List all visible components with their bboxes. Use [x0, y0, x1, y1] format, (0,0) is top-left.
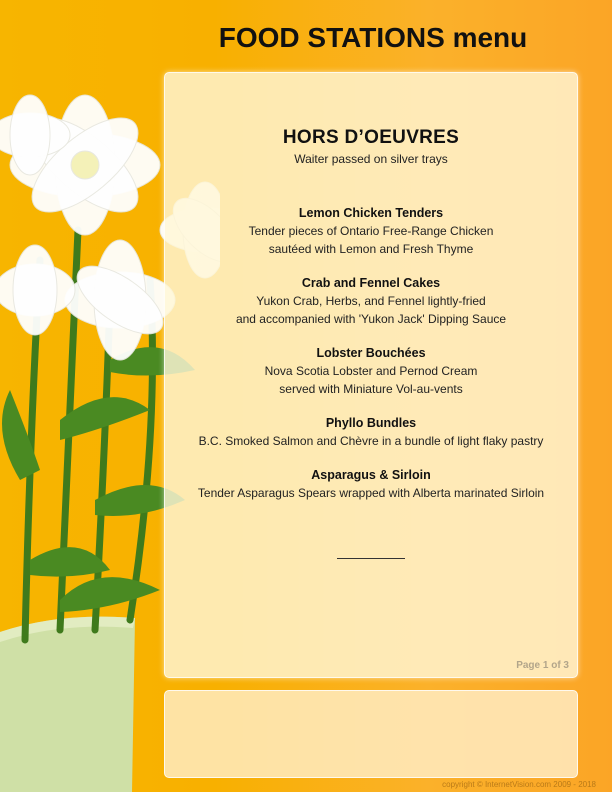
footer-panel [164, 690, 578, 778]
menu-item-description: sautéed with Lemon and Fresh Thyme [268, 242, 474, 256]
vase-icon [0, 617, 135, 792]
menu-item-name: Lemon Chicken Tenders [298, 206, 444, 220]
menu-item-name: Phyllo Bundles [325, 416, 417, 430]
menu-item-description: Nova Scotia Lobster and Pernod Cream [264, 364, 478, 378]
menu-item [165, 274, 577, 328]
menu-item [165, 204, 577, 258]
menu-item-description: Yukon Crab, Herbs, and Fennel lightly-fried [256, 294, 486, 308]
menu-item-name: Crab and Fennel Cakes [301, 276, 441, 290]
menu-card [164, 72, 578, 678]
menu-item-description: Tender pieces of Ontario Free-Range Chicken [248, 224, 494, 238]
menu-item-description: served with Miniature Vol-au-vents [279, 382, 463, 396]
divider-line [337, 558, 405, 559]
menu-item-name: Asparagus & Sirloin [311, 468, 431, 482]
copyright-text: copyright © InternetVision.com 2009 - 2018 [442, 780, 596, 789]
menu-item-description: and accompanied with 'Yukon Jack' Dipping Sauce [235, 312, 507, 326]
page-indicator: Page 1 of 3 [516, 660, 569, 671]
menu-item [165, 414, 577, 450]
menu-item-description: B.C. Smoked Salmon and Chèvre in a bundle of light flaky pastry [198, 434, 544, 448]
section-subtitle: Waiter passed on silver trays [294, 152, 448, 166]
page-title: FOOD STATIONS menu [218, 22, 528, 53]
section-title: HORS D’OEUVRES [282, 127, 460, 148]
menu-item [165, 466, 577, 502]
menu-item-description: Tender Asparagus Spears wrapped with Alberta marinated Sirloin [197, 486, 545, 500]
menu-item-name: Lobster Bouchées [316, 346, 426, 360]
menu-items [165, 204, 577, 518]
menu-item [165, 344, 577, 398]
